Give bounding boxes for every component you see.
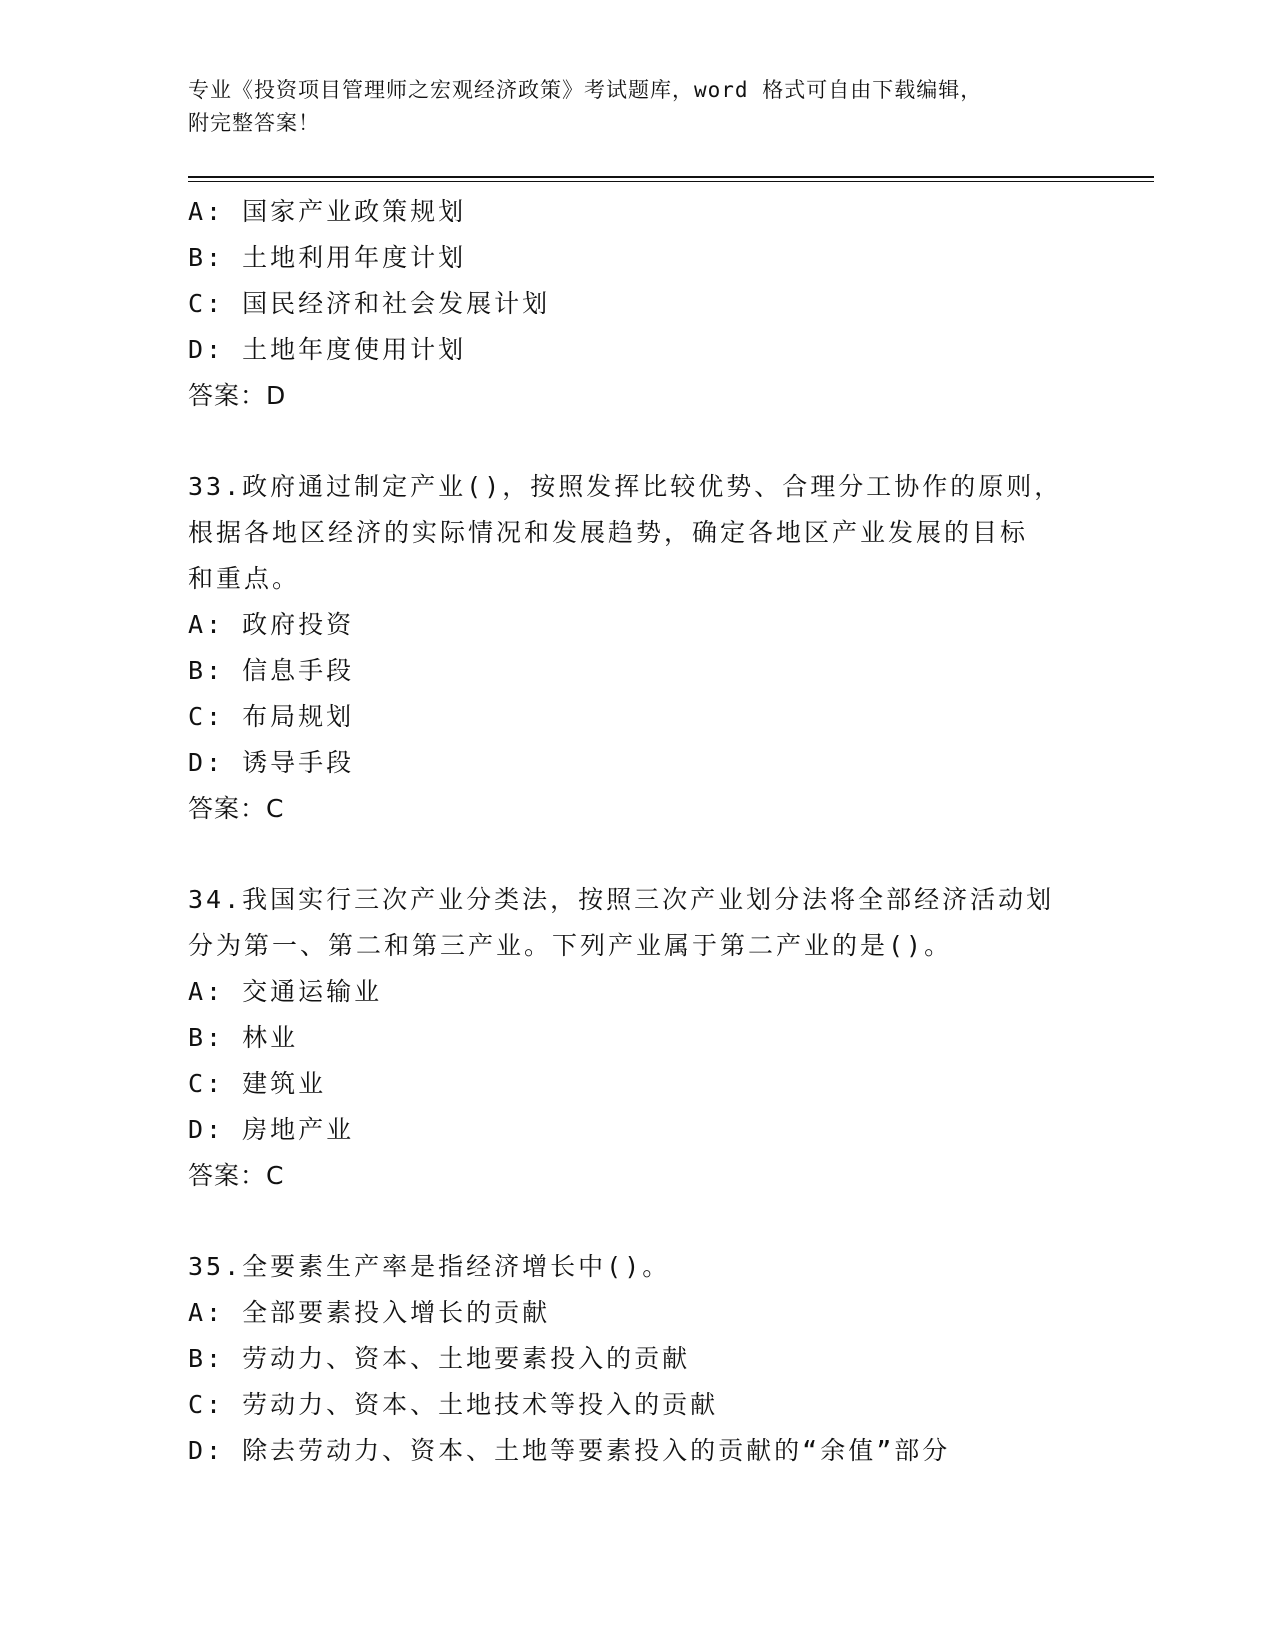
question-35 bbox=[188, 1244, 1088, 1474]
spacer bbox=[188, 419, 1088, 464]
question-stem-line: 35.全要素生产率是指经济增长中()。 bbox=[188, 1252, 671, 1281]
spacer bbox=[188, 832, 1088, 877]
option-c: C: 劳动力、资本、土地技术等投入的贡献 bbox=[188, 1390, 719, 1419]
document-body bbox=[188, 189, 1088, 1474]
option-d: D: 房地产业 bbox=[188, 1115, 355, 1144]
spacer bbox=[188, 1199, 1088, 1244]
option-c: C: 国民经济和社会发展计划 bbox=[188, 289, 551, 318]
question-32 bbox=[188, 189, 1088, 419]
question-stem-line: 和重点。 bbox=[188, 564, 301, 593]
option-b: B: 信息手段 bbox=[188, 656, 355, 685]
option-d: D: 土地年度使用计划 bbox=[188, 335, 467, 364]
answer-line: 答案：C bbox=[188, 794, 285, 823]
answer-line: 答案：D bbox=[188, 381, 287, 410]
question-stem-line: 33.政府通过制定产业()，按照发挥比较优势、合理分工协作的原则， bbox=[188, 472, 1063, 501]
question-34 bbox=[188, 877, 1088, 1199]
header-line-1: 专业《投资项目管理师之宏观经济政策》考试题库，word 格式可自由下载编辑， bbox=[188, 78, 983, 102]
question-stem-line: 34.我国实行三次产业分类法，按照三次产业划分法将全部经济活动划 bbox=[188, 885, 1055, 914]
option-d: D: 诱导手段 bbox=[188, 748, 355, 777]
option-c: C: 布局规划 bbox=[188, 702, 355, 731]
option-b: B: 林业 bbox=[188, 1023, 299, 1052]
option-a: A: 交通运输业 bbox=[188, 977, 383, 1006]
option-b: B: 土地利用年度计划 bbox=[188, 243, 467, 272]
header-divider-thick bbox=[188, 176, 1154, 178]
header-divider-thin bbox=[188, 181, 1154, 182]
option-a: A: 全部要素投入增长的贡献 bbox=[188, 1298, 551, 1327]
document-header bbox=[188, 74, 1068, 140]
question-stem-line: 分为第一、第二和第三产业。下列产业属于第二产业的是()。 bbox=[188, 931, 953, 960]
header-line-2: 附完整答案！ bbox=[188, 111, 320, 135]
option-d: D: 除去劳动力、资本、土地等要素投入的贡献的“余值”部分 bbox=[188, 1436, 951, 1465]
question-stem-line: 根据各地区经济的实际情况和发展趋势，确定各地区产业发展的目标 bbox=[188, 518, 1029, 547]
question-33 bbox=[188, 464, 1088, 832]
option-c: C: 建筑业 bbox=[188, 1069, 327, 1098]
option-a: A: 政府投资 bbox=[188, 610, 355, 639]
option-b: B: 劳动力、资本、土地要素投入的贡献 bbox=[188, 1344, 691, 1373]
option-a: A: 国家产业政策规划 bbox=[188, 197, 467, 226]
answer-line: 答案：C bbox=[188, 1161, 285, 1190]
